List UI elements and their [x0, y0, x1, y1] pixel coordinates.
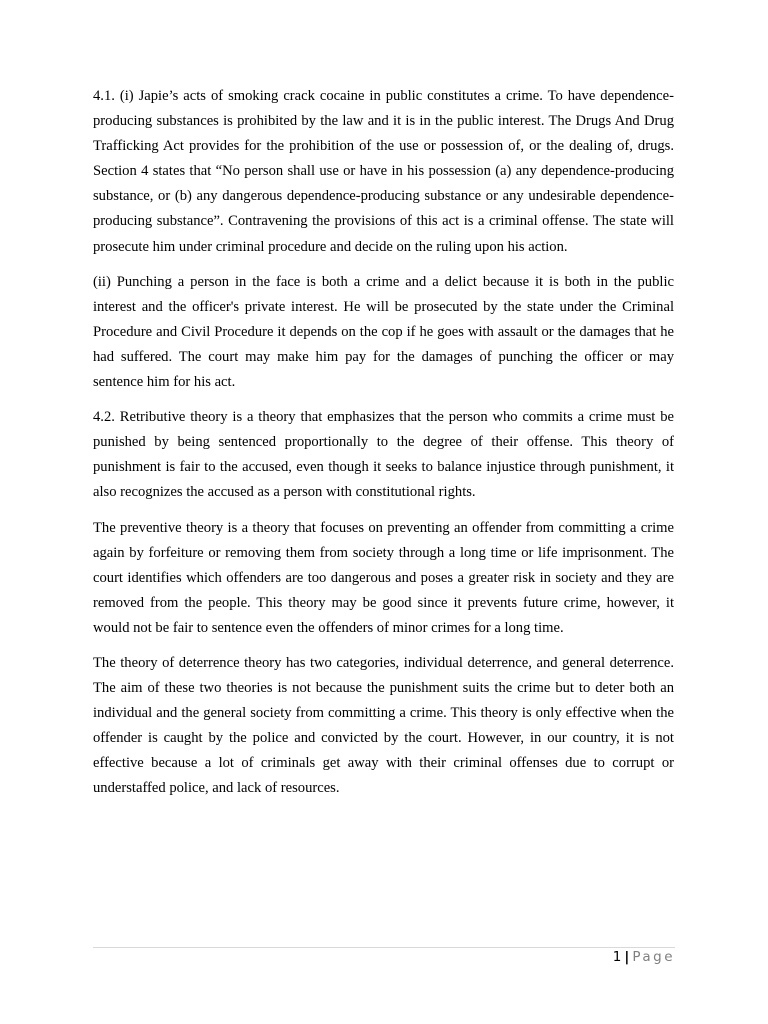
footer-divider [93, 947, 675, 948]
page-number: 1 [612, 949, 622, 965]
paragraph-4-1-ii: (ii) Punching a person in the face is both a crime and a delict because it is both in the public interest and the officer's private interest. He will be prosecuted by the state under the Criminal Procedure and Civil Procedure it depends on the cop if he goes with assault or the damages that he had suffered. The court may make him pay for the damages of punching the officer or may sentence him for his act. [93, 273, 674, 391]
page-word: Page [632, 949, 675, 965]
paragraph-deterrence: The theory of deterrence theory has two categories, individual deterrence, and general deterrence. The aim of these two theories is not because the punishment suits the crime but to deter both an individual and the general society from committing a crime. This theory is only effective when the offender is caught by the police and convicted by the court. However, in our country, it is not effective because a lot of criminals get away with their criminal offenses due to corrupt or understaffed police, and lack of resources. [93, 654, 674, 797]
document-body [93, 84, 674, 812]
paragraph-4-1-i: 4.1. (i) Japie’s acts of smoking crack cocaine in public constitutes a crime. To have dependence-producing substances is prohibited by the law and it is in the public interest. The Drugs And Drug Trafficking Act provides for the prohibition of the use or possession of, or the dealing of, drugs. Section 4 states that “No person shall use or have in his possession (a) any dependence-producing substance, or (b) any dangerous dependence-producing substance or any undesirable dependence-producing substance”. Contravening the provisions of this act is a criminal offense. The state will prosecute him under criminal procedure and decide on the ruling upon his action. [93, 88, 674, 255]
footer-separator: | [624, 949, 630, 965]
page-footer [613, 948, 675, 966]
paragraph-4-2-retributive: 4.2. Retributive theory is a theory that emphasizes that the person who commits a crime must be punished by being sentenced proportionally to the degree of their offense. This theory of punishment is fair to the accused, even though it seeks to balance injustice through punishment, it also recognizes the accused as a person with constitutional rights. [93, 409, 674, 501]
paragraph-preventive: The preventive theory is a theory that focuses on preventing an offender from committing a crime again by forfeiture or removing them from society through a long time or life imprisonment. The court identifies which offenders are too dangerous and poses a greater risk in society and they are removed from the people. This theory may be good since it prevents future crime, however, it would not be fair to sentence even the offenders of minor crimes for a long time. [93, 519, 674, 636]
